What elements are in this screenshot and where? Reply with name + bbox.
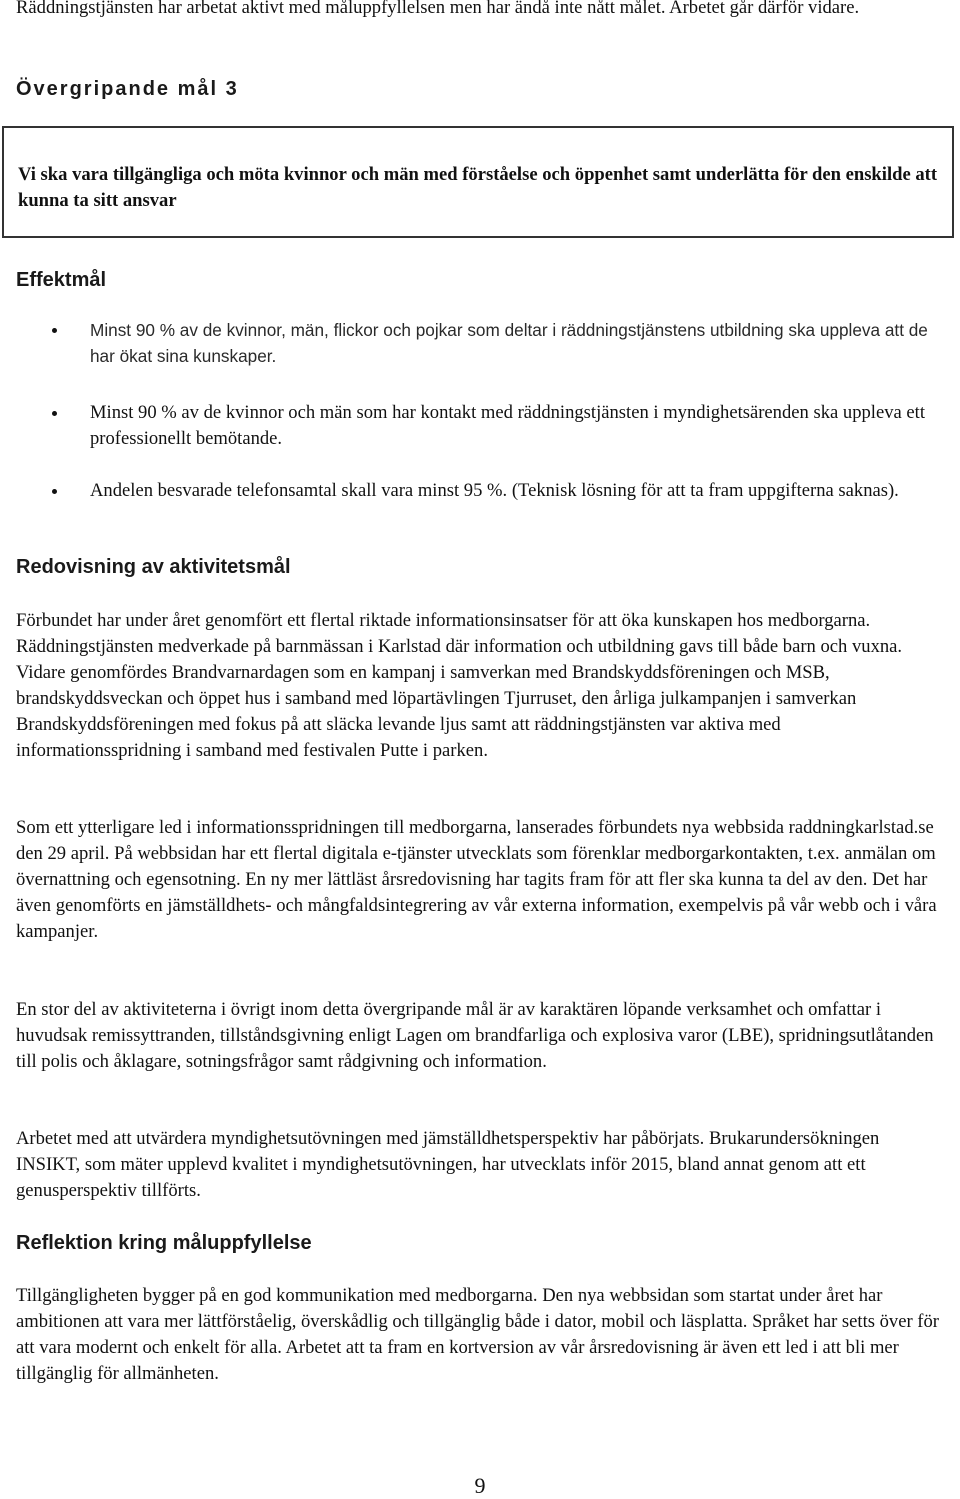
activity-paragraph: En stor del av aktiviteterna i övrigt inom detta övergripande mål är av karaktären löpande verksamhet och omfattar i huvudsak remissyttranden, tillståndsgivning enligt Lagen om brandfarliga och explosiva varor (LBE), spridningsutlåtanden till polis och åklagare, sotningsfrågor samt rådgivning och information. — [16, 999, 934, 1072]
activity-paragraph: Förbundet har under året genomfört ett flertal riktade informationsinsatser för att öka kunskapen hos medborgarna. Räddningstjänsten medverkade på barnmässan i Karlstad där information och utbildning gavs till både barn och vuxna. Vidare genomfördes Brandvarnardagen som en kampanj i samverkan med Brandskyddsföreningen och MSB, brandskyddsveckan och öppet hus i samband med löpartävlingen Tjurruset, den årliga julkampanjen i samverkan Brandskyddsföreningen med fokus på att släcka levande ljus samt att räddningstjänsten var aktiva med informationsspridning i samband med festivalen Putte i parken. — [16, 610, 903, 761]
goal-heading: Övergripande mål 3 — [16, 78, 239, 100]
reflection-heading: Reflektion kring måluppfyllelse — [16, 1232, 312, 1254]
activity-paragraph: Arbetet med att utvärdera myndighetsutövningen med jämställdhetsperspektiv har påbörjats. Brukarundersökningen INSIKT, som mäter upplevd kvalitet i myndighetsutövningen, har utvecklats inför 2015, bland annat genom att ett genusperspektiv tillförts. — [16, 1128, 880, 1201]
bullet-icon — [52, 328, 57, 333]
goal-statement: Vi ska vara tillgängliga och möta kvinnor och män med förståelse och öppenhet samt underlätta för den enskilde att kunna ta sitt ansvar — [18, 164, 938, 211]
activity-paragraph: Som ett ytterligare led i informationsspridningen till medborgarna, lanserades förbundets nya webbsida raddningkarlstad.se den 29 april. På webbsidan har ett flertal digitala e-tjänster utvecklats som förenklar medborgarkontakten, t.ex. anmälan om övernattning och egensotning. En ny mer lättläst årsredovisning har tagits fram för att fler ska kunna ta del av den. Det har även genomförts en jämställdhets- och mångfaldsintegrering av vår externa information, exempelvis på vår webb och i våra kampanjer. — [16, 817, 937, 942]
effect-goal-text: Minst 90 % av de kvinnor, män, flickor och pojkar som deltar i räddningstjänstens utbildning ska uppleva att de har ökat sina kunskaper. — [90, 320, 928, 366]
page-number: 9 — [474, 1473, 486, 1498]
reflection-paragraph: Tillgängligheten bygger på en god kommunikation med medborgarna. Den nya webbsidan som startat under året har ambitionen att vara mer lättförståelig, överskådlig och tillgänglig både i dator, mobil och läsplatta. Språket har setts över för att vara modernt och enkelt för alla. Arbetet att ta fram en kortversion av vår årsredovisning är även ett led i att bli mer tillgänglig för allmänheten. — [16, 1285, 939, 1384]
effect-goal-text: Andelen besvarade telefonsamtal skall vara minst 95 %. (Teknisk lösning för att ta fram uppgifterna saknas). — [90, 480, 899, 501]
activity-heading: Redovisning av aktivitetsmål — [16, 556, 291, 578]
effect-goals-heading: Effektmål — [16, 269, 107, 291]
bullet-icon — [52, 411, 57, 416]
intro-paragraph: Räddningstjänsten har arbetat aktivt med måluppfyllelsen men har ändå inte nått målet. Arbetet går därför vidare. — [16, 0, 860, 18]
effect-goal-text: Minst 90 % av de kvinnor och män som har kontakt med räddningstjänsten i myndighetsärenden ska uppleva ett professionellt bemötande. — [90, 402, 925, 449]
bullet-icon — [52, 489, 57, 494]
goal-statement-box — [2, 126, 954, 238]
